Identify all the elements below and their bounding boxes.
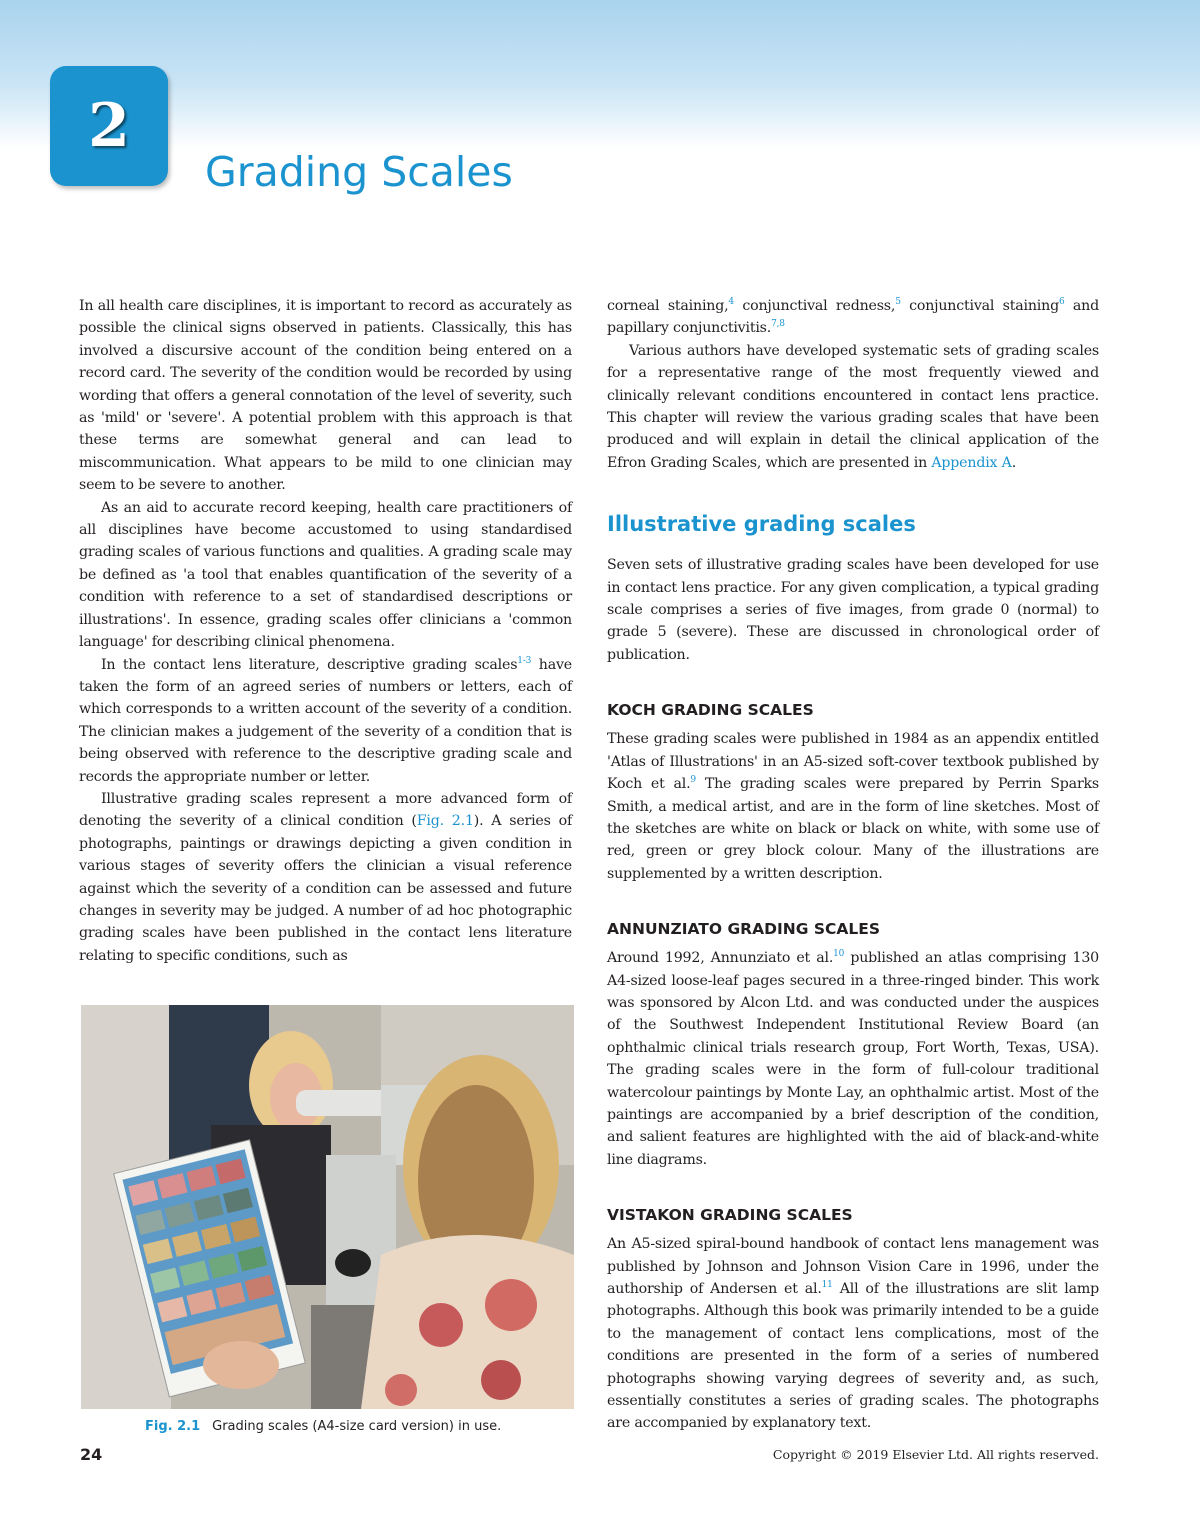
- chapter-title: Grading Scales: [205, 148, 513, 196]
- text-span: corneal staining,: [607, 298, 729, 314]
- paragraph-2: As an aid to accurate record keeping, health care practitioners of all disciplines have become accustomed to using standardised grading scales of various functions and qualities. A grading scale may be defined as 'a tool that enables quantification of the severity of a condition with reference to a set of standardised descriptions or illustrations'. In essence, grading scales offer clinicians a 'common language' for describing clinical phenomena.: [79, 499, 572, 651]
- text-span: .: [1011, 454, 1017, 471]
- paragraph-continued: [607, 295, 1099, 340]
- text-span: These grading scales were published in 1984 as an appendix entitled 'Atlas of Illustrations' in an A5-sized soft-cover textbook published by Koch et al.: [607, 731, 1099, 793]
- citation-ref[interactable]: 4: [728, 297, 734, 307]
- text-span: ). A series of photographs, paintings or drawings depicting a given condition in various stages of severity offers the clinician a visual reference against which the severity of a condition can be assessed and future changes in severity may be judged. A number of ad hoc photographic grading scales have been published in the contact lens literature relating to specific conditions, such as: [79, 813, 572, 964]
- copyright-notice: Copyright © 2019 Elsevier Ltd. All rights reserved.: [772, 1447, 1099, 1462]
- figure-photo: [81, 1005, 574, 1409]
- paragraph-3: [79, 654, 572, 788]
- paragraph-authors: [607, 340, 1099, 474]
- paragraph-koch: [607, 728, 1099, 885]
- figure-link[interactable]: Fig. 2.1: [416, 813, 474, 830]
- figure-caption-text: Grading scales (A4-size card version) in use.: [212, 1419, 502, 1434]
- figure-illustration: [81, 1005, 574, 1409]
- citation-ref[interactable]: 9: [690, 775, 696, 786]
- chapter-number-box: [50, 66, 168, 186]
- right-column: [607, 295, 1099, 1435]
- citation-ref[interactable]: 7,8: [771, 319, 785, 330]
- text-span: have taken the form of an agreed series of numbers or letters, each of which corresponds to a written account of the severity of a condition. The clinician makes a judgement of the severity of a condition that is being observed with reference to the descriptive grading scale and records the appropriate number or letter.: [79, 656, 572, 785]
- text-span: In the contact lens literature, descriptive grading scales: [101, 656, 518, 673]
- text-span: conjunctival staining: [900, 298, 1059, 314]
- paragraph-1: In all health care disciplines, it is important to record as accurately as possible the clinical signs observed in patients. Classically, this has involved a discursive account of the condition being entered on a record card. The severity of the condition would be recorded by using wording that offers a general connotation of the level of severity, such as 'mild' or 'severe'. A potential problem with this approach is that these terms are somewhat general and can lead to miscommunication. What appears to be mild to one clinician may seem to be severe to another.: [79, 298, 572, 494]
- paragraph-annunziato: [607, 947, 1099, 1171]
- section-heading: Illustrative grading scales: [607, 512, 916, 537]
- citation-ref[interactable]: 1-3: [517, 655, 532, 666]
- header-band: [0, 0, 1200, 150]
- citation-ref[interactable]: 10: [833, 949, 845, 960]
- figure-caption: [145, 1419, 501, 1434]
- text-span: and papillary conjunctivitis.: [607, 298, 1099, 337]
- subheading-vistakon: VISTAKON GRADING SCALES: [607, 1206, 853, 1225]
- text-span: Various authors have developed systematic sets of grading scales for a representative range of the most frequently viewed and clinically relevant conditions encountered in contact lens practice. This chapter will review the various grading scales that have been produced and will explain in detail the clinical application of the Efron Grading Scales, which are presented in: [607, 342, 1099, 471]
- text-span: published an atlas comprising 130 A4-sized loose-leaf pages secured in a three-ringed binder. This work was sponsored by Alcon Ltd. and was conducted under the auspices of the Southwest Independent Institutional Review Board (an ophthalmic clinical trials research group, Fort Worth, Texas, USA). The grading scales were in the form of full-colour traditional watercolour paintings by Monte Lay, an ophthalmic artist. Most of the paintings are accompanied by a brief description of the condition, and salient features are highlighted with the aid of black-and-white line diagrams.: [607, 950, 1099, 1168]
- left-column: [79, 295, 572, 967]
- paragraph-4: [79, 788, 572, 967]
- text-span: All of the illustrations are slit lamp photographs. Although this book was primarily intended to be a guide to the management of contact lens complications, most of the conditions are presented in the form of a series of numbered photographs showing varying degrees of severity and, as such, essentially constitutes a series of grading scales. The photographs are accompanied by explanatory text.: [607, 1281, 1100, 1432]
- citation-ref[interactable]: 5: [895, 297, 901, 307]
- subheading-annunziato: ANNUNZIATO GRADING SCALES: [607, 920, 880, 939]
- citation-ref[interactable]: 6: [1058, 297, 1065, 307]
- appendix-link[interactable]: Appendix A: [931, 454, 1012, 471]
- text-span: The grading scales were prepared by Perrin Sparks Smith, a medical artist, and are in the form of line sketches. Most of the sketches are white on black or black on white, with some use of red, green or grey block colour. Many of the illustrations are supplemented by a written description.: [607, 776, 1100, 882]
- text-span: conjunctival redness,: [733, 298, 896, 314]
- chapter-number: 2: [88, 91, 130, 161]
- text-span: Around 1992, Annunziato et al.: [607, 950, 834, 967]
- paragraph-vistakon: [607, 1233, 1099, 1435]
- page-number: 24: [80, 1445, 103, 1464]
- text-span: Illustrative grading scales represent a more advanced form of denoting the severity of a clinical condition (: [79, 790, 572, 830]
- paragraph-section-intro: Seven sets of illustrative grading scales have been developed for use in contact lens practice. For any given complication, a typical grading scale comprises a series of five images, from grade 0 (normal) to grade 5 (severe). These are discussed in chronological order of publication.: [607, 557, 1099, 663]
- subheading-koch: KOCH GRADING SCALES: [607, 701, 814, 720]
- citation-ref[interactable]: 11: [821, 1280, 833, 1290]
- text-span: An A5-sized spiral-bound handbook of contact lens management was published by Johnson and Johnson Vision Care in 1996, under the authorship of Andersen et al.: [607, 1236, 1099, 1297]
- figure-label: Fig. 2.1: [145, 1419, 201, 1434]
